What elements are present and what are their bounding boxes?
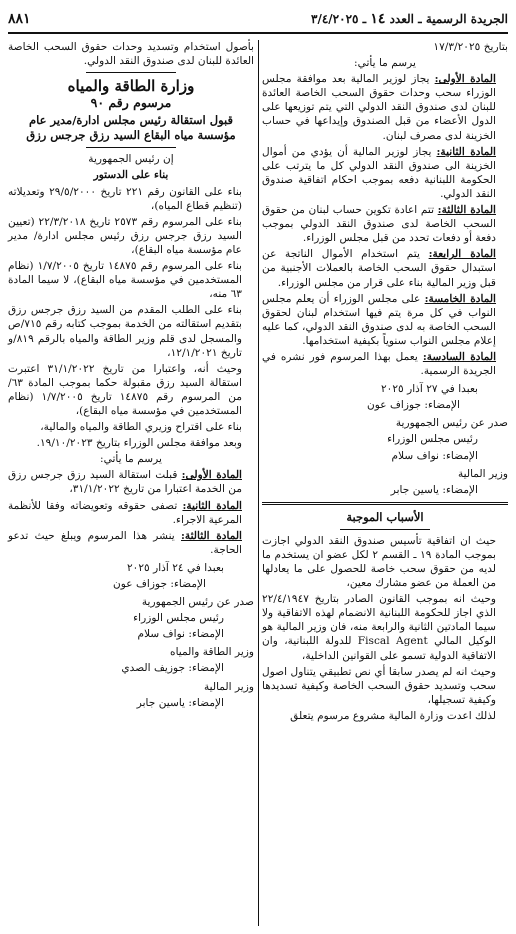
article-label: المادة الأولى: (181, 469, 242, 482)
article-text: ينشر هذا المرسوم ويبلغ حيث تدعو الحاجة. (8, 529, 242, 556)
sign-date: بعبدا في ٢٤ آذار ٢٠٢٥ (126, 561, 224, 574)
column-divider (258, 40, 259, 926)
article-label: المادة الرابعة: (428, 248, 496, 261)
article-label: المادة الثالثة: (437, 204, 496, 217)
sign-date: بعبدا في ٢٧ آذار ٢٠٢٥ (380, 383, 478, 396)
article-4 (262, 247, 508, 289)
article-text: تصفى حقوقه وتعويضاته وفقا للأنظمة المرعية الاجراء. (8, 499, 242, 526)
issued-by: صدر عن رئيس الجمهورية (395, 417, 508, 430)
article-1 (8, 468, 254, 496)
continued-text: بأصول استخدام وتسديد وحدات حقوق السحب الخاصة العائدة للبنان لدى صندوق النقد الدولي. (8, 41, 254, 68)
issue-date: ـ ٣/٤/٢٠٢٥ (311, 12, 367, 26)
decree-intro: يرسم ما يأتي: (354, 57, 416, 70)
article-label: المادة السادسة: (422, 350, 497, 363)
article-text: يتم استخدام الأموال الناتجة عن استبدال حقوق السحب الخاصة بالعملات الأجنبية من قبل وزير المالية بناء على قرار من مجلس الوزراء. (262, 248, 496, 289)
right-column (262, 40, 508, 725)
reasons-paragraph: وحيث انه بموجب القانون الصادر بتاريخ ٢٢/٤/١٩٤٧ الذي اجاز للحكومة اللبنانية الانضمام لهذه الاتفاقية ولا سيما المادتين الثانية والرابعة منه، فان وزير المالية هو الوكيل المالي Fiscal Agent للدولة اللبنانية، وان الاتفاقية الدولية تسمو على القوانين الداخلية، (262, 593, 496, 662)
article-text: يجاز لوزير المالية بعد موافقة مجلس الوزراء سحب وحدات حقوق السحب الخاصة العائدة للبنان لدى صندوق النقد الدولي التي يتم توزيعها على الدول الأعضاء من قبل الصندوق وإيداعها في حساب الخزينة لدى مصرف لبنان. (262, 73, 496, 142)
signature-president: الإمضاء: جوزاف عون (113, 578, 206, 590)
energy-title: وزير الطاقة والمياه (170, 646, 254, 659)
article-2 (8, 499, 254, 527)
article-text: تتم اعادة تكوين حساب لبنان من حقوق السحب الخاصة لدى صندوق النقد الدولي بموجب دفعة أو دفعات تحدد من قبل مجلس الوزراء. (262, 204, 496, 245)
article-label: المادة الثانية: (182, 499, 242, 512)
article-6 (262, 350, 508, 378)
president-line: إن رئيس الجمهورية (88, 153, 174, 166)
article-label: المادة الثالثة: (181, 529, 242, 542)
article-text: يعمل بهذا المرسوم فور نشره في الجريدة الرسمية. (262, 350, 496, 378)
ministry-title: وزارة الطاقة والمياه (67, 77, 195, 96)
issued-by: صدر عن رئيس الجمهورية (141, 596, 254, 609)
signature-president: الإمضاء: جوزاف عون (367, 399, 460, 412)
article-1 (262, 72, 508, 142)
reasons-paragraph: حيث ان اتفاقية تأسيس صندوق النقد الدولي اجازت بموجب المادة ١٩ ـ القسم ٢ لكل عضو ان يستخدم ما لديه من حقوق سحب خاصة للحصول على ما يعادلها من العملة من عضو مشارك معين، (262, 534, 496, 590)
signature-energy: الإمضاء: جوزيف الصدي (121, 662, 224, 675)
article-text: قبلت استقالة السيد رزق جرجس رزق من الخدمة اعتبارا من تاريخ ٣١/١/٢٠٢٢، (8, 469, 242, 496)
basis-paragraph: بناء على القانون رقم ٢٢١ تاريخ ٢٩/٥/٢٠٠٠ وتعديلاته (تنظيم قطاع المياه)، (8, 185, 242, 212)
article-3 (262, 203, 508, 245)
article-label: المادة الثانية: (436, 145, 496, 158)
finance-title: وزير المالية (457, 467, 508, 480)
basis-paragraph: بناء على اقتراح وزيري الطاقة والمياه والمالية، (40, 421, 242, 434)
header-rule (8, 32, 508, 34)
article-5 (262, 292, 508, 348)
signature-finance: الإمضاء: ياسين جابر (136, 696, 224, 709)
basis-paragraph: وحيث أنه، واعتبارا من تاريخ ٣١/١/٢٠٢٢ اعتبرت استقالة السيد رزق مقبولة حكما بموجب المادة ٦٣/ من المرسوم رقم ١٤٨٧٥ تاريخ ١/٧/٢٠٠٥ (نظام المستخدمين في مؤسسة مياه البقاع)، (8, 362, 242, 417)
article-text: يجاز لوزير المالية أن يؤدي من أموال الخزينة الى صندوق النقد الدولي كل ما يترتب على الحكومة اللبنانية دفعه بموجب احكام اتفاقية صندوق النقد الدولي. (262, 145, 496, 200)
issue-number: ١٤ (370, 11, 386, 27)
basis-paragraph: بناء على المرسوم رقم ١٤٨٧٥ تاريخ ١/٧/٢٠٠٥ (نظام المستخدمين في مؤسسة مياه البقاع)، لا سيما المادة ٦٣ منه، (8, 260, 242, 301)
left-column (8, 40, 254, 712)
signature-pm: الإمضاء: نواف سلام (391, 449, 478, 462)
article-2 (262, 145, 508, 201)
constitution-line: بناء على الدستور (93, 169, 169, 182)
article-text: على مجلس الوزراء أن يعلم مجلس النواب في كل مرة يتم فيها استخدام لبنان لحقوق السحب الخاصة به لدى صندوق النقد الدولي، كما عليه إعلام مجلس النواب سنوياً بكيفية استخدامها. (262, 292, 496, 347)
issue-label: الجريدة الرسمية ـ العدد (389, 12, 508, 26)
pm-title: رئيس مجلس الوزراء (387, 433, 478, 446)
separator (86, 72, 176, 73)
signature-pm: الإمضاء: نواف سلام (137, 628, 224, 641)
pm-title: رئيس مجلس الوزراء (133, 612, 224, 625)
page-number: ٨٨١ (8, 11, 31, 27)
decree-intro: يرسم ما يأتي: (100, 453, 162, 466)
decree-number: مرسوم رقم ٩٠ (90, 95, 172, 111)
reasons-paragraph: لذلك اعدت وزارة المالية مشروع مرسوم يتعلق (290, 709, 496, 722)
finance-title: وزير المالية (203, 680, 254, 693)
decree-title: قبول استقالة رئيس مجلس ادارة/مدير عام مؤسسة مياه البقاع السيد رزق جرجس رزق (26, 113, 236, 143)
article-3 (8, 529, 254, 557)
separator (86, 147, 176, 148)
section-rule (262, 502, 508, 505)
title-underline (340, 529, 430, 530)
date-line: بتاريخ ١٧/٣/٢٠٢٥ (433, 41, 508, 53)
article-label: المادة الأولى: (434, 73, 496, 86)
basis-paragraph: بناء على الطلب المقدم من السيد رزق جرجس رزق بتقديم استقالته من الخدمة بموجب كتابه رقم ٧١٥/ص والمسجل لدى قلم وزير الطاقة والمياه بالرقم ٨١٩/و تاريخ ١٢/١/٢٠٢١، (8, 304, 242, 359)
signature-finance: الإمضاء: ياسين جابر (390, 483, 478, 496)
reasons-paragraph: وحيث انه لم يصدر سابقا أي نص تطبيقي يتناول اصول سحب وتسديد حقوق السحب الخاصة وكيفية تسديدها وكيفية تسجيلها، (262, 665, 496, 706)
basis-paragraph: بناء على المرسوم رقم ٢٥٧٣ تاريخ ٢٢/٣/٢٠١٨ (تعيين السيد رزق جرجس رزق رئيس مجلس ادارة/ مدير عام مؤسسة مياه البقاع)، (8, 215, 242, 256)
header-issue-info (311, 11, 508, 27)
reasons-title: الأسباب الموجبة (346, 509, 424, 524)
page-header (8, 8, 508, 30)
article-label: المادة الخامسة: (424, 292, 497, 305)
basis-paragraph: وبعد موافقة مجلس الوزراء بتاريخ ١٩/١٠/٢٠٢٣. (36, 437, 242, 450)
